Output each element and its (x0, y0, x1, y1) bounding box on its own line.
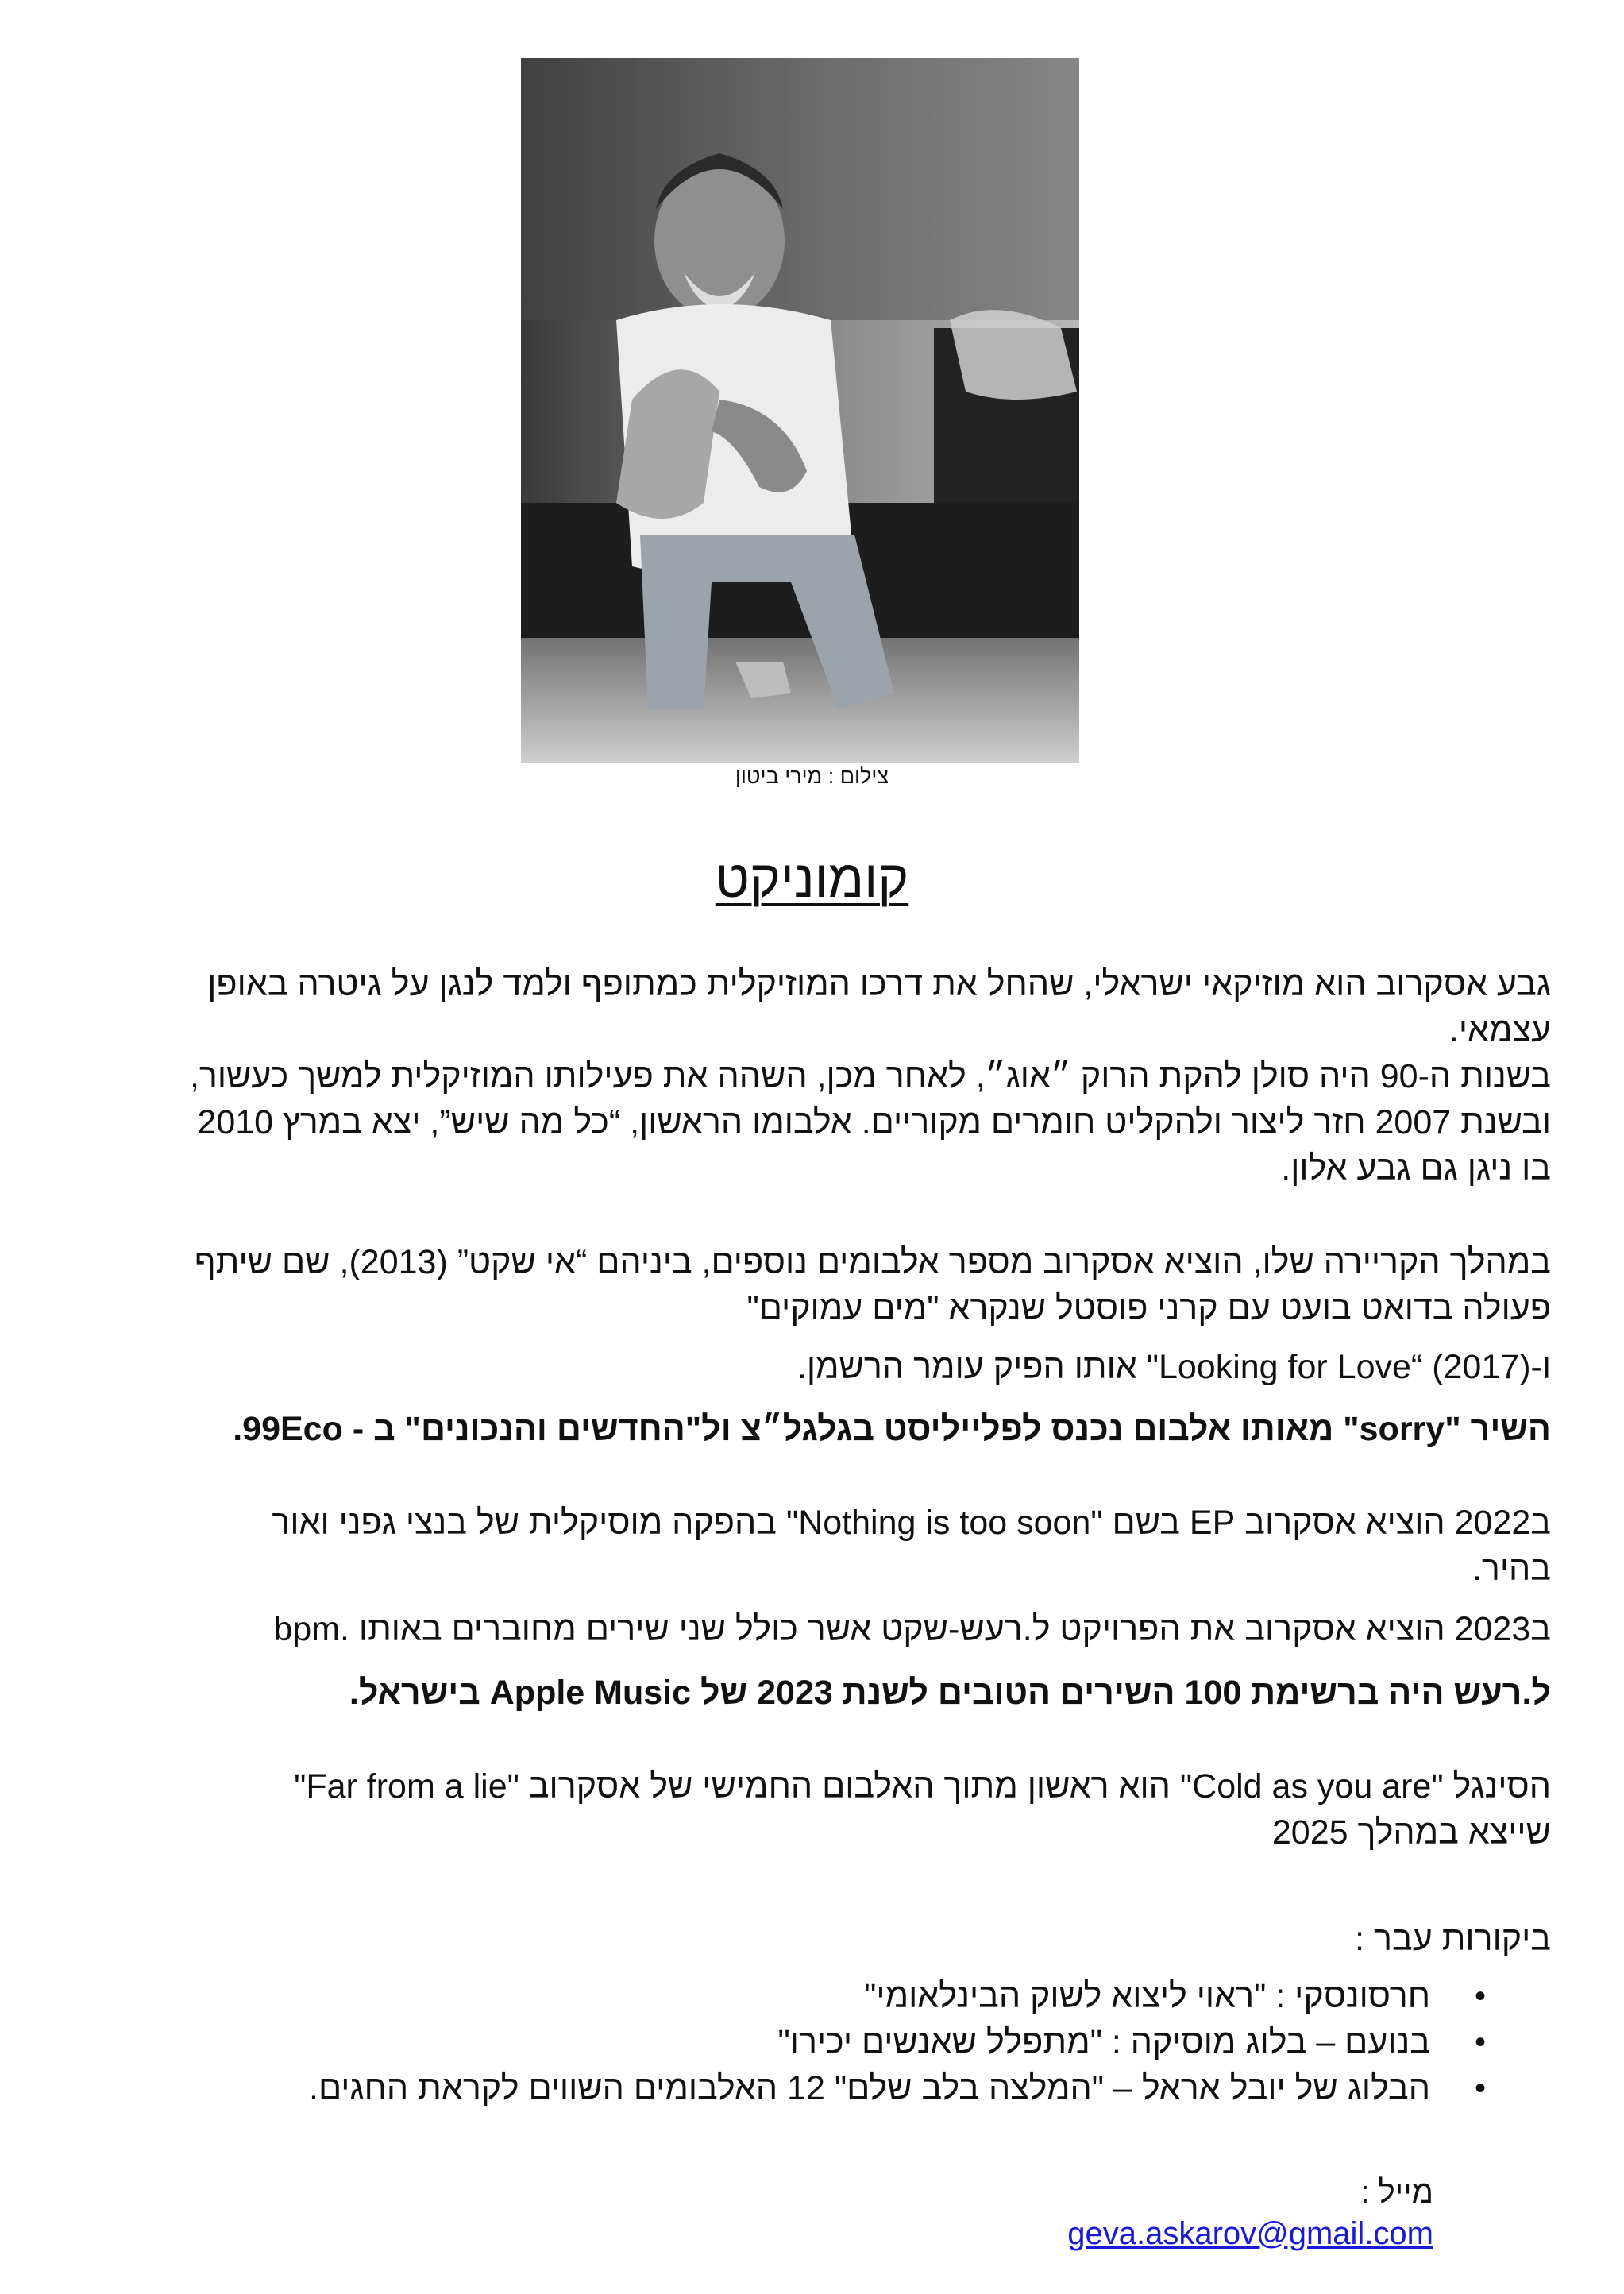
bio-line: במהלך הקריירה שלו, הוציא אסקרוב מספר אלבומים נוספים, ביניהם “אי שקט” (2013), שם שיתף (194, 1243, 1551, 1281)
bio-line: השיר "sorry" מאותו אלבום נכנס לפלייליסט בגלגל״צ ול"החדשים והנכונים" ב - 99Eco. (233, 1410, 1551, 1448)
bio-line: שייצא במהלך 2025 (1271, 1813, 1551, 1852)
bio-line: ו-(2017) “Looking for Love" אותו הפיק עומר הרשמן. (797, 1348, 1551, 1386)
bio-line: גבע אסקרוב הוא מוזיקאי ישראלי, שהחל את דרכו המוזיקלית כמתופף ולמד לנגן על גיטרה באופן (207, 965, 1551, 1003)
bio-highlight-sorry (50, 1406, 1551, 1452)
bio-line: הסינגל "Cold as you are" הוא ראשון מתוך האלבום החמישי של אסקרוב "Far from a lie" (294, 1767, 1551, 1805)
bio-paragraph-3 (50, 1239, 1551, 1331)
list-item (50, 2019, 1486, 2065)
list-item (50, 1973, 1486, 2019)
bio-paragraph-9 (50, 1763, 1551, 1856)
bio-line: ל.רעש היה ברשימת 100 השירים הטובים לשנת 2023 של Apple Music בישראל. (349, 1674, 1551, 1712)
reviews-heading: ביקורות עבר : (1355, 1920, 1551, 1958)
list-item (50, 2065, 1486, 2111)
bio-line: בשנות ה-90 היה סולן להקת הרוק ״אוג״, לאחר מכן, השהה את פעילותו המוזיקלית למשך כעשור, (189, 1057, 1551, 1095)
review-text: הבלוג של יובל אראל – "המלצה בלב שלם" 12 האלבומים השווים לקראת החגים. (309, 2069, 1430, 2107)
bio-line: בו ניגן גם גבע אלון. (1281, 1149, 1551, 1188)
bio-line: בהיר. (1472, 1550, 1551, 1588)
contact-block (1067, 2172, 1433, 2254)
review-text: חרסונסקי : "ראוי ליצוא לשוק הבינלאומי" (864, 1977, 1430, 2015)
bio-paragraph-4 (50, 1344, 1551, 1390)
page-title: קומוניקט (715, 849, 909, 908)
reviews-list (50, 1973, 1551, 2111)
bio-line: ב2022 הוציא אסקרוב EP בשם "Nothing is too soon" בהפקה מוסיקלית של בנצי גפני ואור (272, 1504, 1551, 1542)
bio-paragraph-6 (50, 1500, 1551, 1592)
bio-line: ובשנת 2007 חזר ליצור ולהקליט חומרים מקוריים. אלבומו הראשון, “כל מה שיש”, יצא במרץ 2010 (197, 1103, 1551, 1141)
bullet-icon: • (1474, 2071, 1486, 2106)
review-text: בנועם – בלוג מוסיקה : "מתפלל שאנשים יכירו" (777, 2023, 1430, 2061)
email-label: מייל : (1360, 2175, 1433, 2210)
bio-line: עצמאי. (1448, 1011, 1551, 1049)
portrait-photo (521, 58, 1079, 763)
bio-highlight-apple (50, 1670, 1551, 1716)
reviews-section (50, 1916, 1551, 2111)
email-link[interactable]: geva.askarov@gmail.com (1067, 2216, 1433, 2251)
bio-line: פעולה בדואט בועט עם קרני פוסטל שנקרא "מים עמוקים" (746, 1289, 1551, 1327)
bullet-icon: • (1474, 1979, 1486, 2014)
bio-line: ב2023 הוציא אסקרוב את הפרויקט ל.רעש-שקט אשר כולל שני שירים מחוברים באותו .bpm (273, 1610, 1551, 1648)
bio-paragraph-7 (50, 1606, 1551, 1652)
bullet-icon: • (1474, 2025, 1486, 2060)
photo-caption: צילום : מירי ביטון (735, 764, 889, 788)
bio-paragraph-1 (50, 961, 1551, 1191)
portrait-photo-icon (521, 58, 1079, 763)
